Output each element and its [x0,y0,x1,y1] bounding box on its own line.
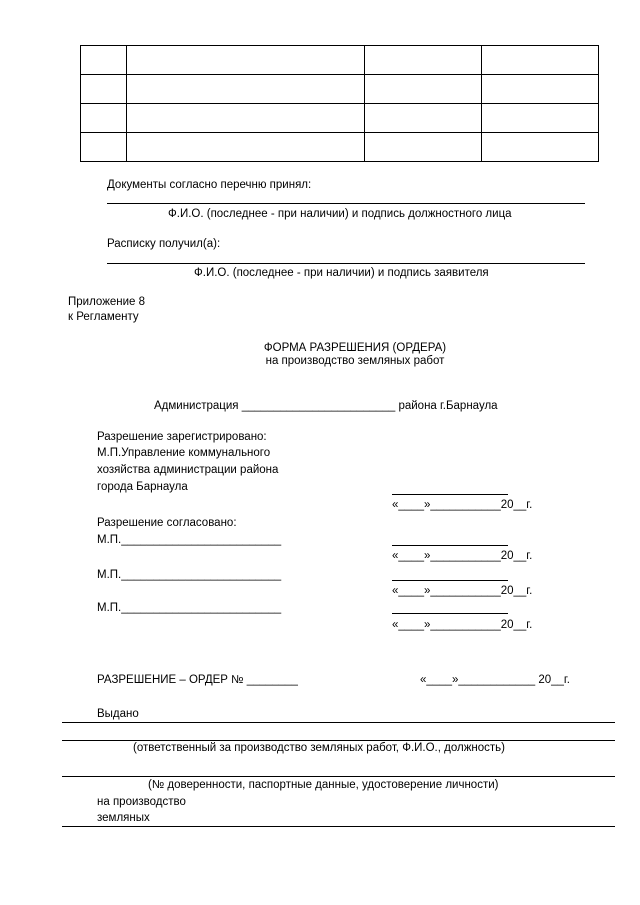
issued-line-1 [62,722,615,723]
table-cell [81,104,127,133]
issued-label: Выдано [97,708,139,720]
approval-3-date: «____»___________20__г. [392,619,533,631]
approval-1-signature-line [392,545,508,546]
applicant-signature-line [107,263,585,264]
responsible-caption: (ответственный за производство земляных работ, Ф.И.О., должность) [133,742,505,754]
table-row [81,104,599,133]
official-caption: Ф.И.О. (последнее - при наличии) и подпись должностного лица [168,208,512,220]
approved-label: Разрешение согласовано: [97,517,237,529]
administration-line [154,399,498,413]
purpose-line-2: земляных [97,812,150,824]
table-cell [482,133,599,162]
approval-1-date: «____»___________20__г. [392,550,533,562]
order-title: РАЗРЕШЕНИЕ – ОРДЕР № [97,674,244,686]
appendix-number: Приложение 8 [68,296,146,308]
registered-signature-line [392,494,508,495]
table-cell [365,133,482,162]
official-signature-line [107,203,585,204]
approval-3-signature-line [392,613,508,614]
table-cell [365,46,482,75]
issued-line-3 [62,776,615,777]
table-row [81,133,599,162]
table-cell [81,133,127,162]
appendix-reference: к Регламенту [68,311,139,323]
table-cell [365,75,482,104]
form-subtitle: на производство земляных работ [265,355,445,367]
empty-table [80,45,599,162]
form-title: ФОРМА РАЗРЕШЕНИЯ (ОРДЕРА) [263,342,447,354]
table-cell [127,75,365,104]
approval-2-date: «____»___________20__г. [392,585,533,597]
table-cell [482,104,599,133]
approval-2-signature-line [392,580,508,581]
receipt-received-label: Расписку получил(а): [107,238,221,250]
district-blank: ________________________ [241,400,396,412]
table-cell [127,104,365,133]
administration-prefix: Администрация [154,400,239,412]
table-cell [127,46,365,75]
order-date: «____»____________ 20__г. [420,674,570,686]
table-cell [81,75,127,104]
docs-accepted-label: Документы согласно перечню принял: [107,179,312,191]
purpose-line-1: на производство [97,796,186,808]
registered-date: «____»___________20__г. [392,499,533,511]
documents-caption: (№ доверенности, паспортные данные, удостоверение личности) [148,779,499,791]
issued-line-4 [62,826,615,827]
administration-suffix: района г.Барнаула [398,400,498,412]
order-number-blank: ________ [246,674,298,686]
approval-stamp-2: М.П._________________________ [97,569,282,581]
table-row [81,46,599,75]
registered-line2: М.П.Управление коммунального [97,447,271,459]
approval-stamp-1: М.П._________________________ [97,534,282,546]
table-cell [482,75,599,104]
table-cell [482,46,599,75]
registered-label: Разрешение зарегистрировано: [97,431,267,443]
table-cell [81,46,127,75]
registered-line3: хозяйства администрации района [97,464,279,476]
approval-stamp-3: М.П._________________________ [97,602,282,614]
table-cell [127,133,365,162]
order-title-line [97,673,298,687]
table-cell [365,104,482,133]
registered-line4: города Барнаула [97,481,188,493]
applicant-caption: Ф.И.О. (последнее - при наличии) и подпись заявителя [194,267,489,279]
table-row [81,75,599,104]
